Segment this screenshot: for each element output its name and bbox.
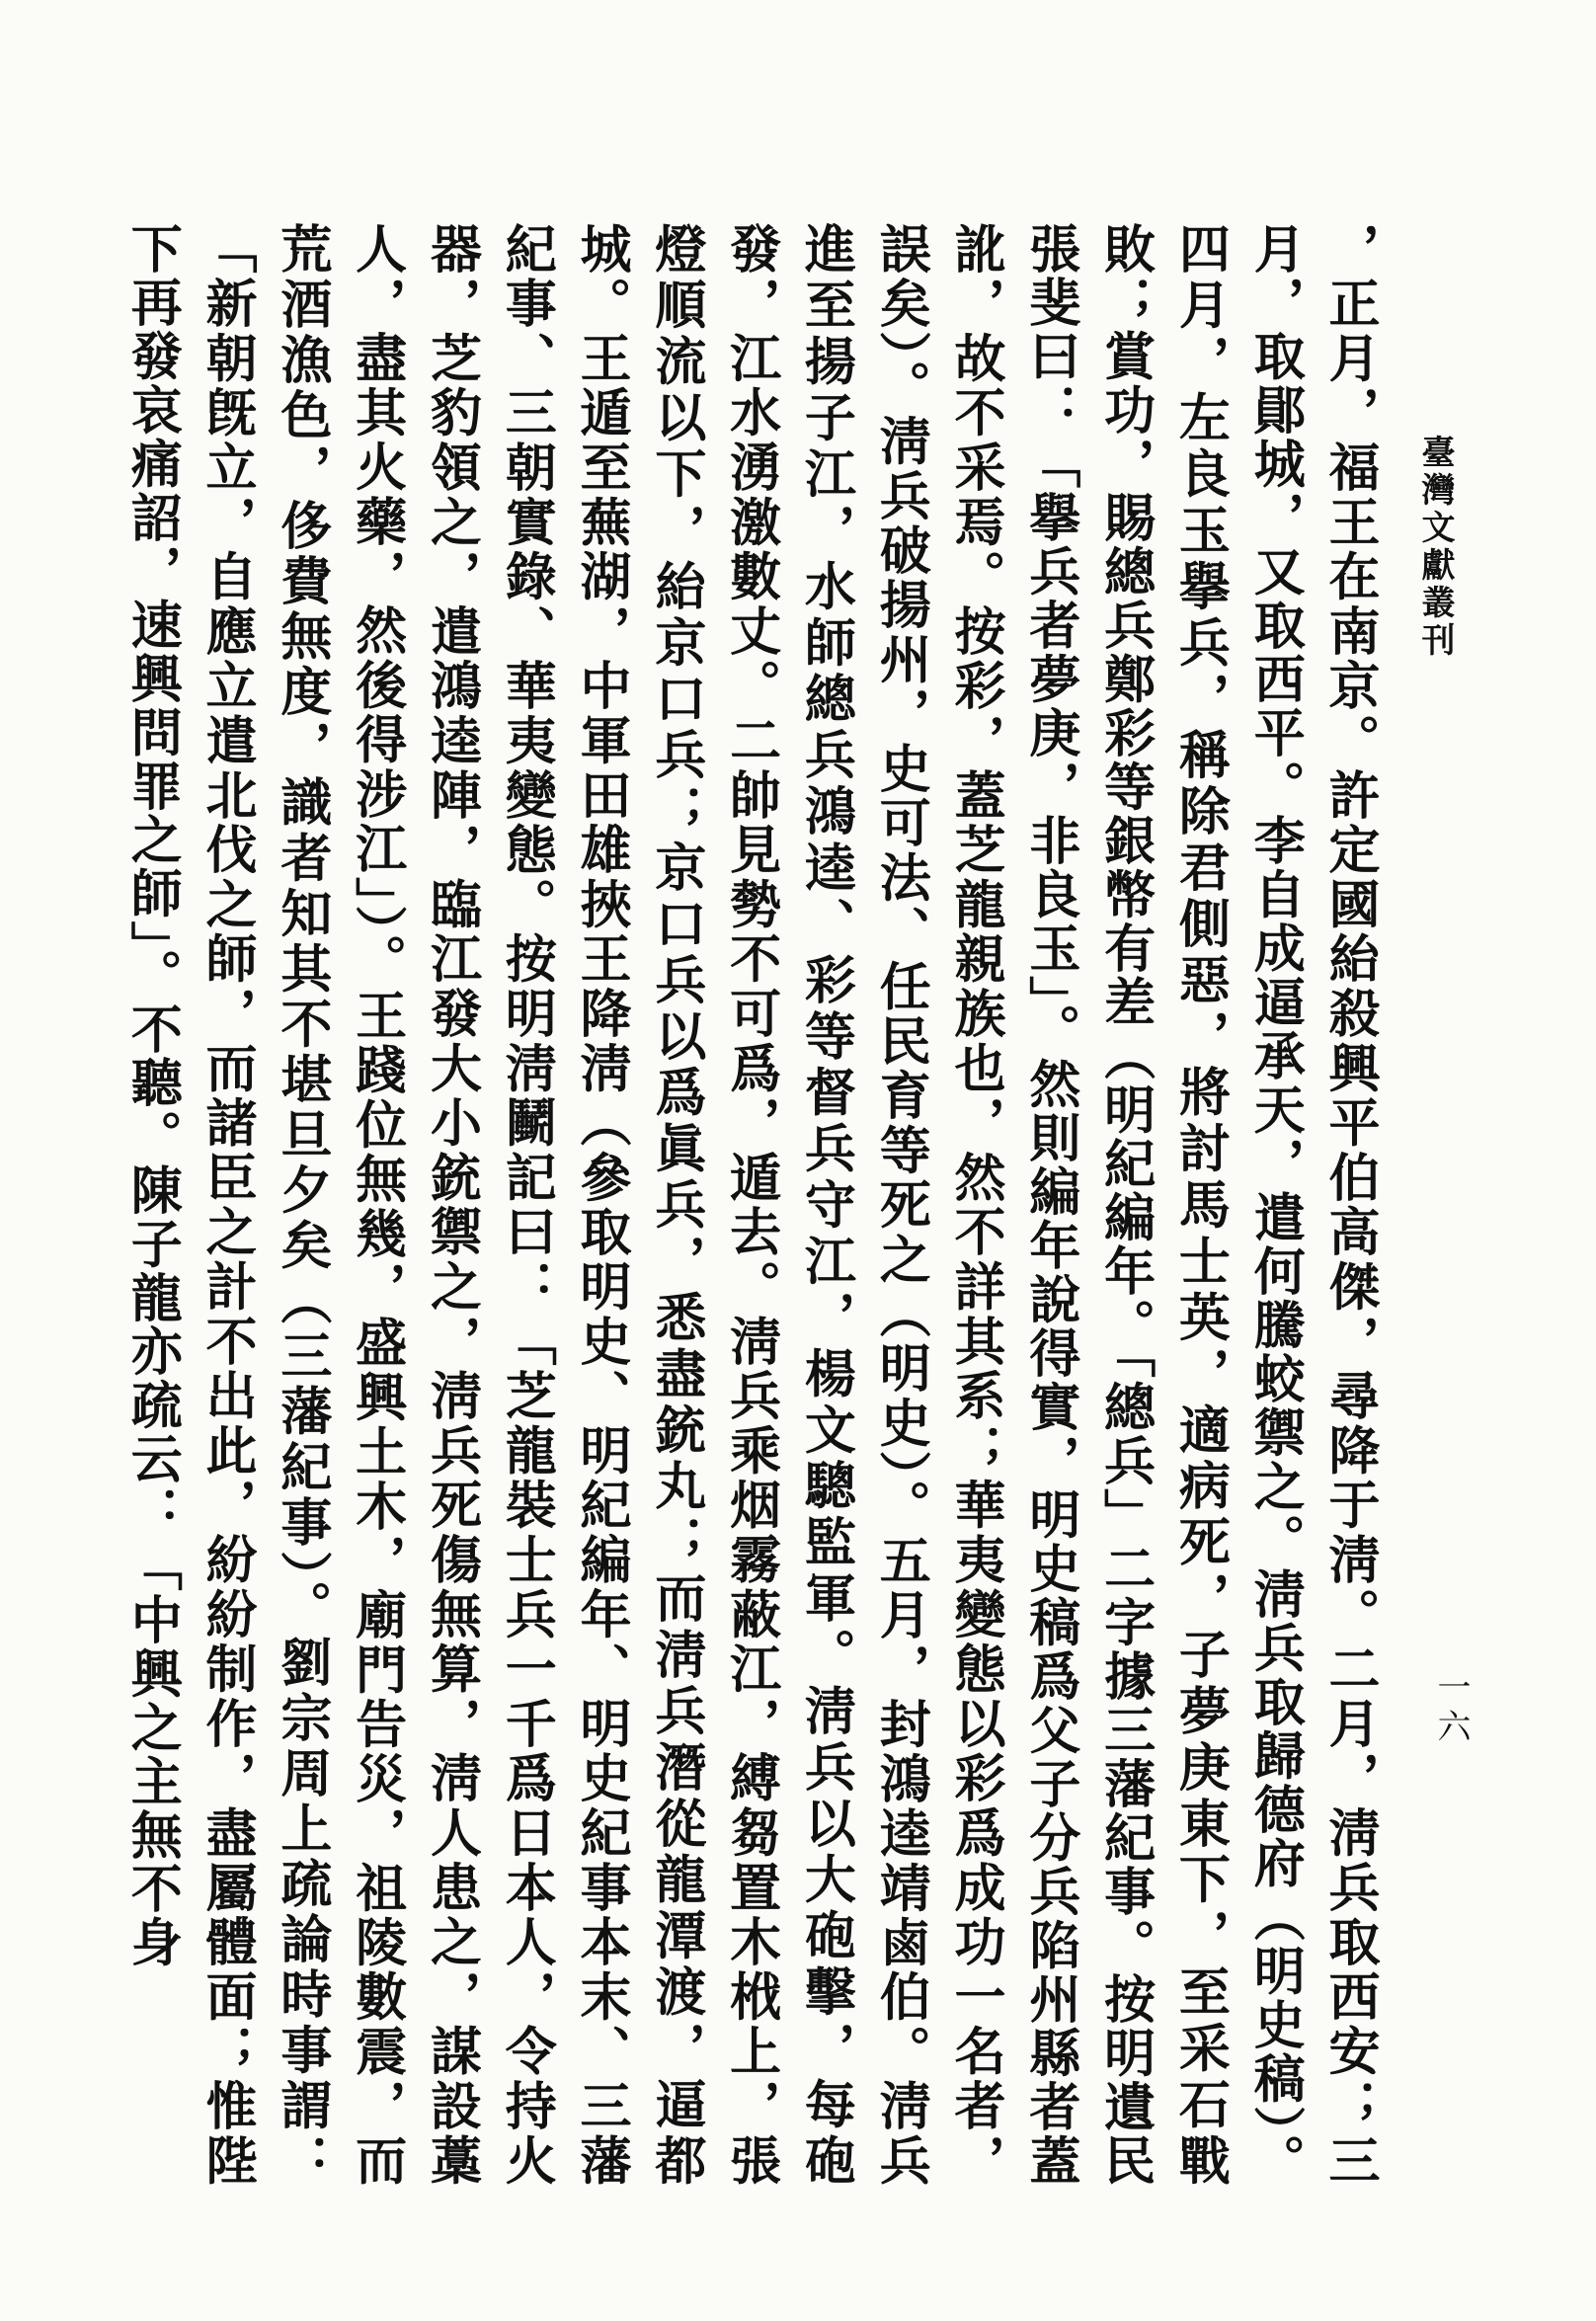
- body-text: ，正月，福王在南京。許定國紿殺興平伯高傑，尋降于淸。二月，淸兵取西安；三月，取鄖城，又取西平。李自成逼承天，遣何騰蛟禦之。淸兵取歸德府（明史稿）。四月，左良玉擧兵，稱除君側惡，將討馬士英，適病死，子夢庚東下，至采石戰敗；賞功，賜總兵鄭彩等銀幣有差（明紀編年。「總兵」二字據三藩紀事。按明遺民張斐曰：「擧兵者夢庚，非良玉」。然則編年說得實，明史稿爲父子分兵陷州縣者蓋訛，故不采焉。按彩，蓋芝龍親族也，然不詳其系；華夷變態以彩爲成功一名者，誤矣）。淸兵破揚州，史可法、任民育等死之（明史）。五月，封鴻逵靖鹵伯。淸兵進至揚子江，水師總兵鴻逵、彩等督兵守江，楊文驄監軍。淸兵以大砲擊，每砲發，江水湧激數丈。二帥見勢不可爲，遁去。淸兵乘烟霧蔽江，縛芻置木栰上，張燈順流以下，紿京口兵；京口兵以爲眞兵，悉盡銃丸；而淸兵潛從龍潭渡，逼都城。王遁至蕪湖，中軍田雄挾王降淸（參取明史、明紀編年、明史紀事本末、三藩紀事、三朝實錄、華夷變態。按明淸鬭記曰：「芝龍裝士兵一千爲日本人，令持火器，芝豹領之，遣鴻逵陣，臨江發大小銃禦之，淸兵死傷無算，淸人患之，謀設藁人，盡其火藥，然後得涉江」）。王踐位無幾，盛興土木，廟門告災，祖陵數震，而荒酒漁色，侈費無度，識者知其不堪旦夕矣（三藩紀事）。劉宗周上疏論時事謂：「新朝旣立，自應立遣北伐之師，而諸臣之計不出此，紛紛制作，盡屬體面；惟陛下再發哀痛詔，速興問罪之師」。不聽。陳子龍亦疏云：「中興之主無不身: [121, 222, 1380, 2188]
- page-number: 一六: [1431, 1669, 1471, 1748]
- running-title: 臺灣文獻叢刊: [1415, 435, 1455, 660]
